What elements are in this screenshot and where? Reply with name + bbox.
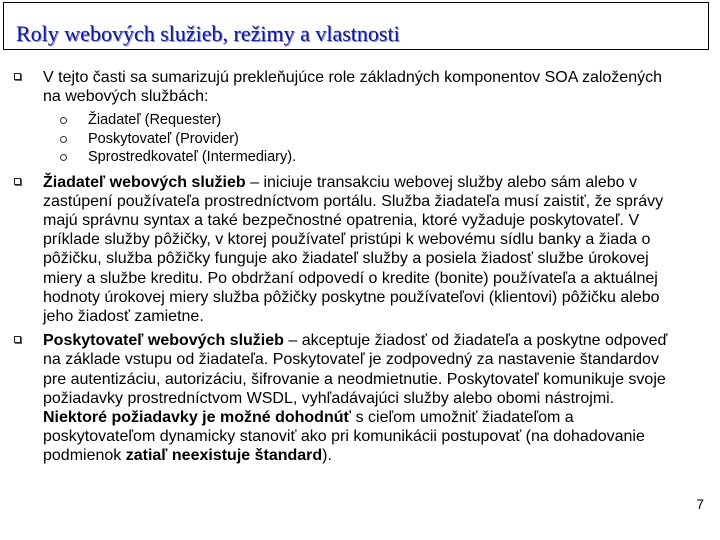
square-bullet-icon [14,336,21,343]
role-item-intermediary [0,148,720,166]
intro-text: V tejto časti sa sumarizujú prekleňujúce role základných komponentov SOA založených na webových službách: [43,69,662,106]
role-label: Žiadateľ (Requester) [88,112,222,129]
roles-list [0,111,720,166]
bullet-item-intro [0,68,673,106]
slide-title: Roly webových služieb, režimy a vlastnosti [16,21,400,46]
bullet-item-requester [0,173,673,327]
circle-bullet-icon [60,136,67,143]
slide-content [0,68,720,471]
square-bullet-icon [14,178,21,185]
provider-text-2: s cieľom umožniť žiadateľom a poskytovateľom dynamicky stanoviť ako pri komunikácii postupovať (na dohadovanie podmienok [43,409,645,465]
role-label: Poskytovateľ (Provider) [88,130,239,147]
bullet-item-provider [0,331,673,465]
provider-heading: Poskytovateľ webových služieb [43,332,284,350]
square-bullet-icon [14,73,21,80]
provider-text-3: ). [322,447,332,465]
role-item-provider [0,130,720,148]
page-number: 7 [696,496,704,512]
requester-heading: Žiadateľ webových služieb [43,173,246,191]
role-item-requester [0,111,720,129]
title-bar [3,2,709,50]
provider-bold-1: Niektoré požiadavky je možné dohodnúť [43,409,352,427]
provider-bold-2: zatiaľ neexistuje štandard [125,447,323,465]
role-label: Sprostredkovateľ (Intermediary). [88,149,297,166]
circle-bullet-icon [60,117,67,124]
requester-text: – iniciuje transakciu webovej služby alebo sám alebo v zastúpení používateľa prostredníctvom portálu. Služba žiadateľa musí zaistiť, že správy majú správnu syntax a také bezpečnostné opatrenia, ktoré vyžaduje poskytovateľ. V príklade služby pôžičky, v ktorej používateľ pristúpi k webovému sídlu banky a žiada o pôžičku, služba pôžičky funguje ako žiadateľ služby a posiela žiadosť službe úrokovej miery a službe kreditu. Po obdržaní odpovedí o kredite (bonite) používateľa a aktuálnej hodnoty úrokovej miery služba pôžičky poskytne používateľovi (klientovi) pôžičku alebo jeho žiadosť zamietne. [43,173,664,326]
circle-bullet-icon [60,154,67,161]
provider-text-1: – akceptuje žiadosť od žiadateľa a poskytne odpoveď na základe vstupu od žiadateľa. Poskytovateľ je zodpovedný za nastavenie štandardov pre autentizáciu, autorizáciu, šifrovanie a neodmietnutie. Poskytovateľ komunikuje svoje požiadavky prostredníctvom WSDL, vyhľadávajúci služby alebo obomi nástrojmi. [43,332,668,407]
